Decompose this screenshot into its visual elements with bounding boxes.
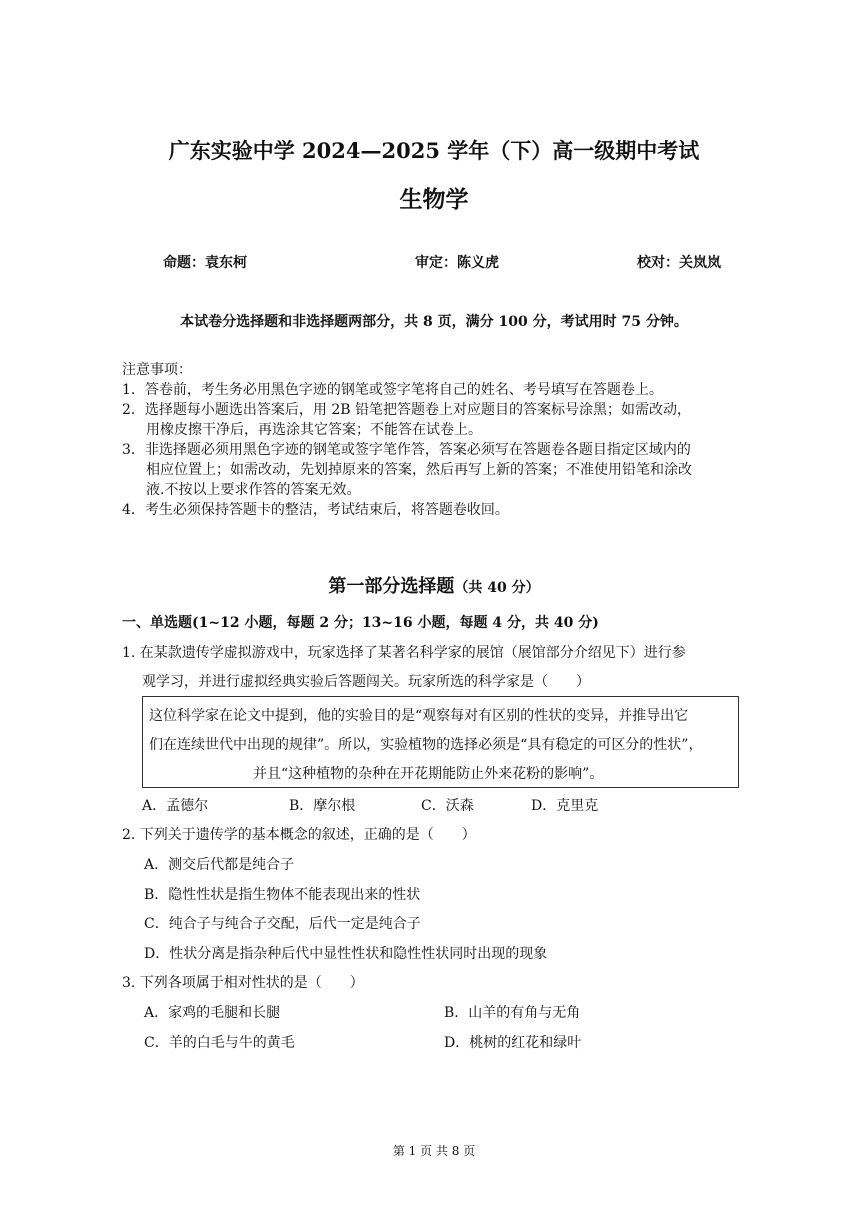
q1-box-line: 们在连续世代中出现的规律”。所以，实验植物的选择必须是“具有稳定的可区分的性状”， bbox=[149, 737, 703, 753]
q1-option-a: A．孟德尔 bbox=[142, 798, 209, 814]
q3-option-c: C．羊的白毛与牛的黄毛 bbox=[144, 1035, 295, 1051]
q2-option-a: A．测交后代都是纯合子 bbox=[144, 857, 295, 873]
q1-option-b: B．摩尔根 bbox=[289, 798, 356, 814]
author-credit: 命题：袁东柯 bbox=[163, 255, 247, 271]
reviewer-credit: 审定：陈义虎 bbox=[415, 255, 499, 271]
q1-stem-line1: 1. 在某款遗传学虚拟游戏中，玩家选择了某著名科学家的展馆（展馆部分介绍见下）进行参 bbox=[122, 645, 686, 661]
q1-box-line: 这位科学家在论文中提到，他的实验目的是“观察每对有区别的性状的变异，并推导出它 bbox=[149, 708, 689, 724]
q2-stem: 2. 下列关于遗传学的基本概念的叙述，正确的是（ ） bbox=[122, 827, 476, 843]
note-item: 相应位置上；如需改动，先划掉原来的答案，然后再写上新的答案；不准使用铅笔和涂改 bbox=[146, 462, 692, 478]
note-item: 1．答卷前，考生务必用黑色字迹的钢笔或签字笔将自己的姓名、考号填写在答题卷上。 bbox=[122, 382, 663, 398]
q3-stem: 3. 下列各项属于相对性状的是（ ） bbox=[122, 975, 364, 991]
part1-score: （共 40 分） bbox=[454, 580, 540, 596]
exam-notes bbox=[122, 360, 692, 520]
section-heading: 一、单选题(1~12 小题，每题 2 分；13~16 小题，每题 4 分，共 40 分) bbox=[122, 615, 599, 631]
q1-option-d: D．克里克 bbox=[531, 798, 599, 814]
q3-option-d: D．桃树的红花和绿叶 bbox=[444, 1035, 582, 1051]
q1-stem-line2: 观学习，并进行虚拟经典实验后答题闯关。玩家所选的科学家是（ ） bbox=[142, 674, 590, 690]
q2-option-c: C．纯合子与纯合子交配，后代一定是纯合子 bbox=[144, 916, 421, 932]
note-item: 用橡皮擦干净后，再选涂其它答案；不能答在试卷上。 bbox=[146, 422, 482, 438]
exam-summary: 本试卷分选择题和非选择题两部分，共 8 页，满分 100 分，考试用时 75 分钟。 bbox=[180, 314, 688, 330]
proofreader-credit: 校对：关岚岚 bbox=[637, 255, 721, 271]
q3-option-b: B．山羊的有角与无角 bbox=[444, 1005, 581, 1021]
note-item: 液.不按以上要求作答的答案无效。 bbox=[146, 482, 361, 498]
subject-title: 生物学 bbox=[399, 186, 469, 213]
notes-heading: 注意事项： bbox=[122, 362, 192, 378]
page-footer: 第 1 页 共 8 页 bbox=[392, 1144, 476, 1158]
note-item: 4．考生必须保持答题卡的整洁，考试结束后，将答题卷收回。 bbox=[122, 502, 509, 518]
note-item: 2．选择题每小题选出答案后，用 2B 铅笔把答题卷上对应题目的答案标号涂黑；如需改动， bbox=[122, 402, 692, 418]
q1-info-box bbox=[142, 696, 739, 788]
q2-option-d: D．性状分离是指杂种后代中显性性状和隐性性状同时出现的现象 bbox=[144, 946, 548, 962]
part1-title-text: 第一部分选择题 bbox=[328, 576, 455, 597]
q2-option-b: B．隐性性状是指生物体不能表现出来的性状 bbox=[144, 887, 421, 903]
part1-title bbox=[0, 572, 868, 598]
q3-option-a: A．家鸡的毛腿和长腿 bbox=[144, 1005, 281, 1021]
q1-box-line: 并且“这种植物的杂种在开花期能防止外来花粉的影响”。 bbox=[253, 766, 604, 782]
q1-option-c: C．沃森 bbox=[421, 798, 474, 814]
exam-title: 广东实验中学 2024—2025 学年（下）高一级期中考试 bbox=[168, 138, 700, 163]
note-item: 3．非选择题必须用黑色字迹的钢笔或签字笔作答，答案必须写在答题卷各题目指定区域内的 bbox=[122, 442, 691, 458]
